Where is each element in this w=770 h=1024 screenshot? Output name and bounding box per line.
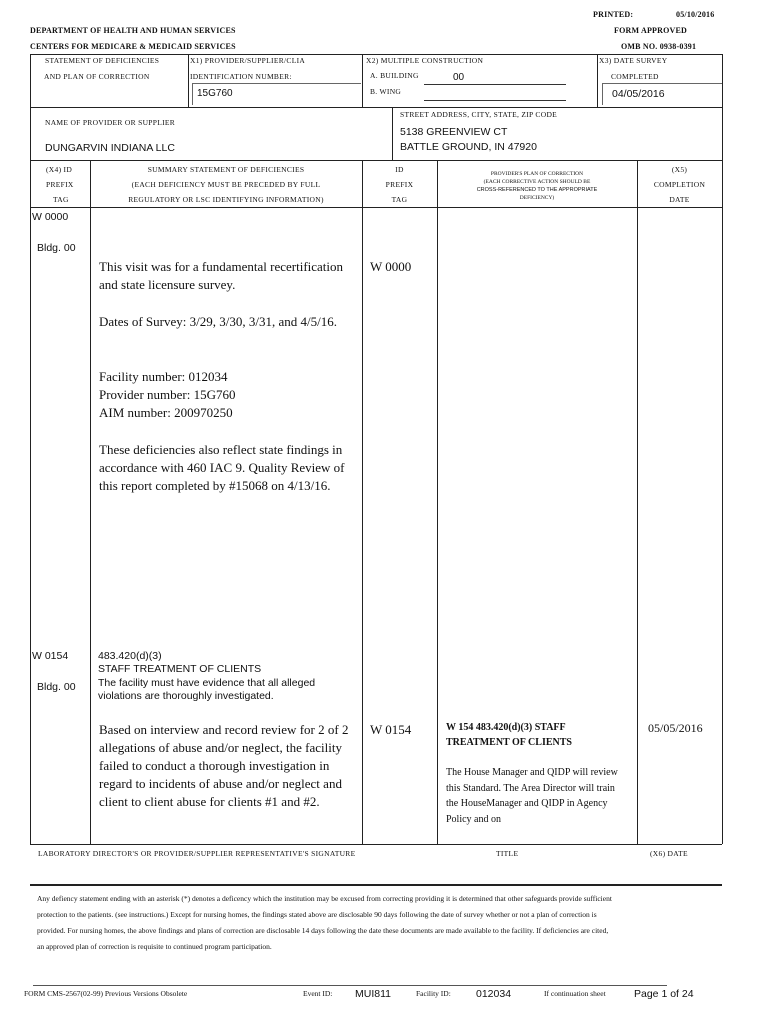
x1-label: X1) PROVIDER/SUPPLIER/CLIA — [190, 56, 306, 65]
entry-para-dates: Dates of Survey: 3/29, 3/30, 3/31, and 4/5/16. — [99, 314, 337, 329]
footer-facility-value: 012034 — [476, 988, 512, 1000]
footnote-text: Any defiency statement ending with an asterisk (*) denotes a deficency which the institution may be excused from correcting providing it is determined that other safeguards provide sufficient protection to the patients. (see instructions.) Except for nursing homes, the findings stated above are disclosable 90 days following the date of survey whether or not a plan of correction is provided. For nursing homes, the above findings and plans of correction are disclosable 14 days following the date these documents are made available to the facility. If deficiencies are cited, an approved plan of correction is requisite to continued program participation. — [37, 894, 612, 951]
x6-date-label: (X6) DATE — [650, 849, 688, 858]
col-plan-4: DEFICIENCY) — [519, 195, 555, 201]
omb-number: OMB NO. 0938-0391 — [621, 42, 697, 51]
printed-date: 05/10/2016 — [676, 10, 715, 19]
col-x5-completion: COMPLETION — [653, 180, 706, 189]
x3-label-2: COMPLETED — [611, 72, 659, 81]
centers-title: CENTERS FOR MEDICARE & MEDICAID SERVICES — [30, 42, 236, 51]
footer-page: Page 1 of 24 — [634, 988, 694, 1000]
footer-continuation: If continuation sheet — [544, 989, 606, 998]
completion-date: 05/05/2016 — [648, 721, 703, 735]
x1-label-2: IDENTIFICATION NUMBER: — [190, 72, 292, 81]
survey-date-value: 04/05/2016 — [612, 88, 665, 100]
statement-label-2: AND PLAN OF CORRECTION — [44, 72, 150, 81]
address-line-2: BATTLE GROUND, IN 47920 — [400, 141, 537, 153]
entry-id-tag-w0000: W 0000 — [370, 259, 412, 274]
entry-para-visit: This visit was for a fundamental recertification and state licensure survey. — [99, 259, 344, 292]
col-summary-2: (EACH DEFICIENCY MUST BE PRECEDED BY FULL — [131, 180, 321, 189]
entry-reg-title: STAFF TREATMENT OF CLIENTS — [98, 663, 262, 675]
entry-para-based-on: Based on interview and record review for 2 of 2 allegations of abuse and/or neglect, the facility failed to conduct a thorough investigation in regard to incidents of abuse and/or neglect and client to client abuse for clients #1 and #2. — [99, 722, 349, 809]
signature-label: LABORATORY DIRECTOR'S OR PROVIDER/SUPPLIER REPRESENTATIVE'S SIGNATURE — [38, 849, 356, 858]
plan-text: The House Manager and QIDP will review this Standard. The Area Director will train the HouseManager and QIDP in Agency Policy and on — [446, 767, 618, 825]
wing-label: B. WING — [370, 87, 402, 96]
entry-bldg-2: Bldg. 00 — [37, 681, 76, 693]
entry-bldg-1: Bldg. 00 — [37, 242, 76, 254]
statement-label-1: STATEMENT OF DEFICIENCIES — [45, 56, 160, 65]
address-line-1: 5138 GREENVIEW CT — [400, 126, 508, 138]
provider-name-label: NAME OF PROVIDER OR SUPPLIER — [45, 118, 176, 127]
provider-name-value: DUNGARVIN INDIANA LLC — [45, 142, 175, 154]
entry-para-findings: These deficiencies also reflect state findings in accordance with 460 IAC 9. Quality Review of this report completed by #15068 on 4/13/16. — [99, 442, 345, 493]
building-value: 00 — [453, 72, 465, 83]
x2-label: X2) MULTIPLE CONSTRUCTION — [366, 56, 484, 65]
entry-tag-w0000: W 0000 — [32, 211, 69, 223]
col-plan-1: PROVIDER'S PLAN OF CORRECTION — [490, 171, 584, 177]
entry-id-tag-w0154: W 0154 — [370, 722, 412, 737]
building-label: A. BUILDING — [370, 71, 419, 80]
col-x4-tag: TAG — [53, 195, 69, 204]
form-approved: FORM APPROVED — [614, 26, 688, 35]
col-summary-3: REGULATORY OR LSC IDENTIFYING INFORMATION) — [128, 195, 324, 204]
col-summary-1: SUMMARY STATEMENT OF DEFICIENCIES — [147, 165, 305, 174]
col-plan-2: (EACH CORRECTIVE ACTION SHOULD BE — [483, 179, 591, 185]
title-label: TITLE — [496, 849, 519, 858]
printed-label: PRINTED: — [593, 10, 634, 19]
plan-title: W 154 483.420(d)(3) STAFF TREATMENT OF CLIENTS — [446, 722, 572, 748]
col-x5-date: DATE — [669, 195, 690, 204]
col-plan-3: CROSS-REFERENCED TO THE APPROPRIATE — [476, 187, 598, 193]
col-x5: (X5) — [671, 165, 688, 174]
x3-label: X3) DATE SURVEY — [599, 56, 668, 65]
col-id-id: ID — [395, 165, 404, 174]
entry-reg-code: 483.420(d)(3) — [98, 650, 162, 662]
address-label: STREET ADDRESS, CITY, STATE, ZIP CODE — [400, 110, 558, 119]
footer-form: FORM CMS-2567(02-99) Previous Versions Obsolete — [24, 989, 188, 998]
col-id-tag: TAG — [391, 195, 408, 204]
col-x4-prefix: PREFIX — [46, 180, 74, 189]
department-title: DEPARTMENT OF HEALTH AND HUMAN SERVICES — [30, 26, 236, 35]
footer-event-value: MUI811 — [355, 988, 391, 1000]
footer-facility-label: Facility ID: — [416, 989, 451, 998]
col-id-prefix: PREFIX — [385, 180, 414, 189]
entry-aim-number: AIM number: 200970250 — [99, 405, 233, 420]
entry-tag-w0154: W 0154 — [32, 650, 69, 662]
entry-reg-text: The facility must have evidence that all alleged violations are thoroughly investigated. — [98, 677, 316, 702]
entry-facility-number: Facility number: 012034 — [99, 369, 228, 384]
footer-event-label: Event ID: — [303, 989, 333, 998]
entry-provider-number: Provider number: 15G760 — [99, 387, 236, 402]
provider-id-value: 15G760 — [197, 88, 233, 99]
col-x4-id: (X4) ID — [46, 165, 73, 174]
